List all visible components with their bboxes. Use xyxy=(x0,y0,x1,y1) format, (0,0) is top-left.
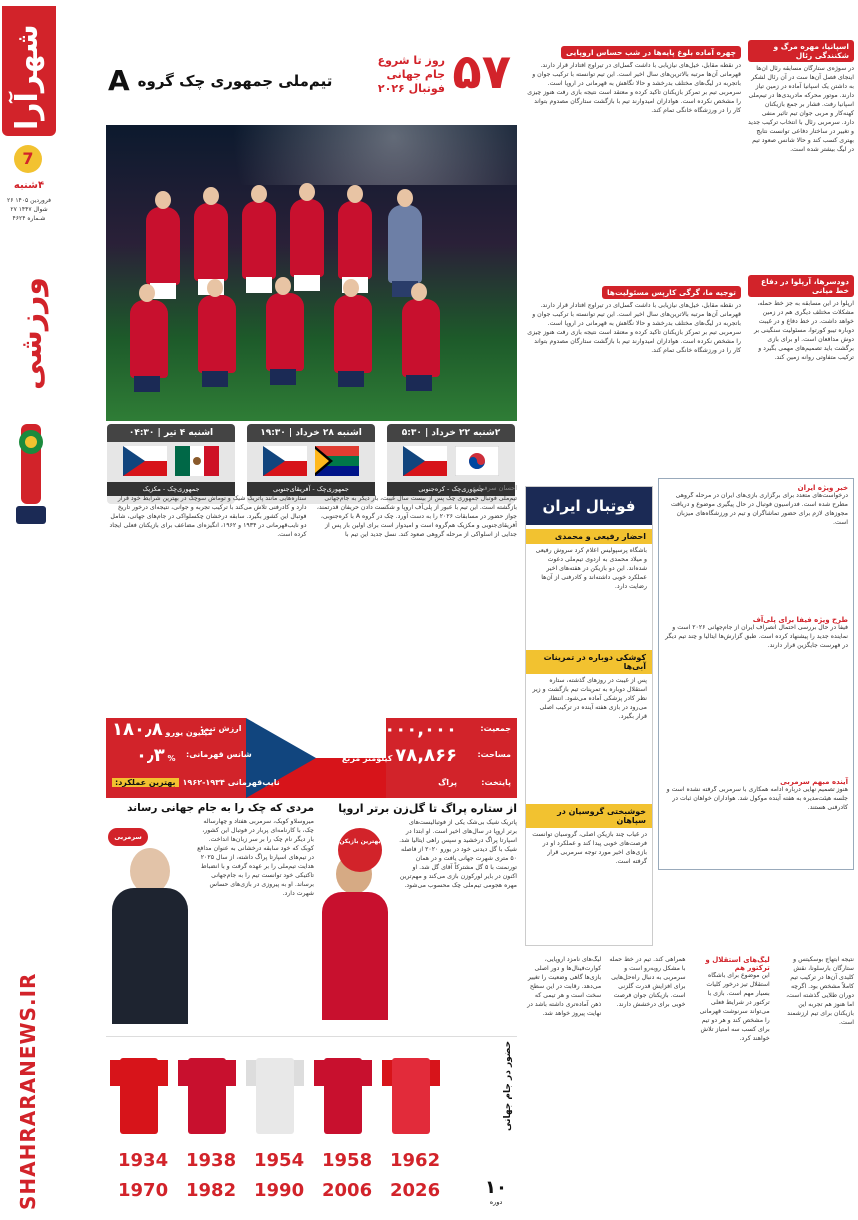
mexico-flag-icon xyxy=(175,446,219,476)
column-text: همراهی کند. تیم در خط حمله با مشکل روبه‌رو است و سرمربی به دنبال راه‌حل‌هایی برای افزایش قدرت گلزنی است. بازیکنان جوان فرصت خوبی برای درخشش دارند. xyxy=(609,956,686,1008)
paper-name: شهرآرا xyxy=(10,24,45,130)
news-title: طرح ویژه فیفا برای پلی‌آف xyxy=(752,616,848,624)
iran-football-box xyxy=(525,486,653,946)
stat-label: بهترین عملکرد: xyxy=(112,778,179,787)
box-title: دودسرها، آرپلوا در دفاع خط میانی xyxy=(748,275,854,297)
team-value xyxy=(112,719,212,740)
news-body: فیفا در حال بررسی احتمال انصراف ایران از جام‌جهانی ۲۰۲۶ است و نماینده جدید را پیشنهاد کرده است. طبق گزارش‌ها ایتالیا و چند تیم دیگر در فهرست جایگزین قرار دارند. xyxy=(665,624,848,649)
best-result xyxy=(112,778,280,787)
news-body: هنوز تصمیم نهایی درباره ادامه همکاری با سرمربی گرفته نشده است و جلسه هیئت‌مدیره به هفته آینده موکول شد. هواداران خواهان ثبات در کادرفنی هستند. xyxy=(666,786,848,811)
population-label: جمعیت: xyxy=(480,724,511,733)
news-body: درخواست‌های متعدد برای برگزاری بازی‌های ایران در مرحله گروهی مطرح شده است. فدراسیون فوتبال در حال پیگیری موضوع و دریافت مجوزهای لازم برای حضور تماشاگران و تیم در ورزشگاه‌های میزبان است. xyxy=(670,492,848,526)
south-africa-flag-icon xyxy=(315,446,359,476)
countdown-line: روز تا شروع xyxy=(377,54,445,67)
match-date: اشنبه ۴ تیر | ۰۴:۳۰ xyxy=(107,424,235,442)
coach-badge: سرمربی xyxy=(108,828,148,846)
stat-unit: کیلومتر مربع xyxy=(341,754,393,763)
world-cup-logo-icon xyxy=(6,420,56,530)
coach-article xyxy=(106,802,314,1032)
lead-article xyxy=(525,40,741,480)
area-value xyxy=(342,745,457,766)
stat-unit: نفر xyxy=(338,728,353,737)
box-title: خوشبختی گروسیان در سپاهان xyxy=(526,804,652,828)
korea-flag-icon xyxy=(455,446,499,476)
team-title: تیم‌ملی جمهوری چک گروه xyxy=(137,71,333,90)
count-label: دوره xyxy=(489,1198,503,1206)
article-body: در نقطه مقابل، خیل‌های نیازیابی با داشت گسل‌ای در تیراوج افتادار قرار دارند. قهرمانی آن‌ها مرتبه بالاترین‌های سال اخیر است. این تیم توانسته با ترکیب جوان و باتجربه در لیگ‌های مختلف بدرخشد و حالا نگاهش به قهرمانی در اروپا است. سرمربی تیم بر تمرکز بازیکنان تاکید کرده و معتقد است نتیجه بازی رفت هنوز چیزی را مشخص نکرده است. هواداران امیدوارند تیم با بازگشت ستارگان مصدوم بتواند کار را در ورزشگاه خانگی تمام کند. xyxy=(527,302,741,354)
column-text: لیگ‌های نامزد اروپایی، کوارت‌فینال‌ها و دور اصلی بازی‌ها گاهی وضعیت را تغییر می‌دهد. رقابت در این سطح سخت است و هر تیمی که ذهن آماده‌تری داشته باشد در نهایت پیروز خواهد شد. xyxy=(527,956,602,1017)
article-body: تیم‌ملی فوتبال جمهوری چک پس از بیست سال غیبت، بار دیگر به جام‌جهانی بازگشته است. این تیم با عبور از پلی‌آف اروپا و شکست دادن حریفان قدرتمند، جواز حضور در مسابقات ۲۰۲۶ را به دست آورد. چک در گروه A با کره‌جنوبی، آفریقای‌جنوبی و مکزیک هم‌گروه است و امیدوار است برای اولین بار پس از جدایی از اسلواکی از مرحله گروهی صعود کند. نسل جدید این تیم با ستاره‌هایی مانند پاتریک شیک و توماش سوچک در بهترین شرایط خود قرار دارد و کادرفنی تلاش می‌کند با ترکیب تجربه و جوانی، نتیجه‌ای درخور تاریخ فوتبال این کشور بگیرد. سابقه درخشان چکسلواکی در جام‌های جهانی، شامل دو نایب‌قهرمانی در ۱۹۳۴ و ۱۹۶۲، انگیزه‌ای مضاعف برای بازیکنان فعلی ایجاد کرده است. xyxy=(109,495,517,538)
stat-value: ۱۸۰٫۸ xyxy=(112,719,163,740)
box-title: اسپانیا، مهره مرگ و شکنندگی رئال xyxy=(748,40,854,62)
hero-header xyxy=(106,40,517,125)
article-body: در سوژه‌ی ستارگان مسابقه رئال آن‌ها اینجای فصل آن‌ها ست در آن رئال لشکر به داشتن یک اسپانیا آماده در زمین تیاز دارند. موتور محرکه مادریدی‌ها در تیم‌ملی اسپانیا رفت. فشار بر جمع بازیکنان کهنه‌کار و مربی جوان تیم تاثیر منفی دارد. سرمربی رئال با انتخاب ترکیب جدید و تغییر در ساختار دفاعی توانست نتایج بهتری کسب کند و حالا شانس صعود تیم در لیگ بیشتر شده است. xyxy=(748,65,854,153)
czech-flag-icon xyxy=(123,446,167,476)
date-line: ۲۶ فروردین ۱۴۰۵ xyxy=(6,197,52,204)
bottom-columns xyxy=(525,956,854,1214)
area-label: مساحت: xyxy=(477,750,511,759)
world-cup-year: 1954 xyxy=(254,1150,305,1171)
page-number: 7 xyxy=(14,145,42,173)
date-line: شـماره ۴۶۲۴ xyxy=(12,215,46,222)
article-body: باشگاه پرسپولیس اعلام کرد سروش رفیعی و میلاد محمدی به اردوی تیم‌ملی دعوت شده‌اند. این دو بازیکن در هفته‌های اخیر عملکرد خوبی داشته‌اند و کادرفنی از آن‌ها رضایت دارد. xyxy=(535,547,647,590)
article-body: پس از غیبت در روزهای گذشته، ستاره استقلال دوباره به تمرینات تیم بازگشت و زیر نظر کادر پزشکی آماده می‌شود. انتظار می‌رود در بازی هفته آینده در ترکیب اصلی قرار بگیرد. xyxy=(532,677,647,720)
world-cup-year: 2006 xyxy=(322,1180,373,1201)
stat-value: ۰٫۳ xyxy=(136,745,165,766)
article-body: در نقطه مقابل، خیل‌های نیازیابی با داشت گسل‌ای در تیراوج افتادار قرار دارند. قهرمانی آن‌ها مرتبه بالاترین‌های سال اخیر است. این تیم توانسته با ترکیب جوان و باتجربه در لیگ‌های مختلف بدرخشد و حالا نگاهش به قهرمانی در اروپا است. سرمربی تیم بر تمرکز بازیکنان تاکید کرده و معتقد است نتیجه بازی رفت هنوز چیزی را مشخص نکرده است. هواداران امیدوارند تیم با بازگشت ستارگان مصدوم بتواند کار را در ورزشگاه خانگی تمام کند. xyxy=(527,62,741,114)
population-value xyxy=(339,719,457,740)
world-cup-year: 1990 xyxy=(254,1180,305,1201)
masthead-logo-block xyxy=(2,6,56,136)
title-chance-label: شانس قهرمانی: xyxy=(186,750,252,759)
section-name: ورزشی xyxy=(14,276,49,390)
capital-value: پراگ xyxy=(438,778,457,787)
column-text: این موضوع برای باشگاه استقلال تیز درخور کلیات بسیار مهم است. بازی با ترکتور در شرایط فعلی می‌تواند سرنوشت قهرمانی را مشخص کند و هر دو تیم برای کسب سه امتیاز تلاش خواهند کرد. xyxy=(699,972,770,1042)
side-news-box xyxy=(658,478,854,870)
coach-photo xyxy=(106,826,192,1026)
issue-dates xyxy=(2,196,56,223)
star-badge: بهترین بازیکن xyxy=(338,828,382,872)
article-title: چهره آماده بلوغ پایه‌ها در شب حساس اروپایی xyxy=(561,46,741,59)
world-cup-year: 1958 xyxy=(322,1150,373,1171)
jerseys-count xyxy=(479,1177,513,1206)
masthead xyxy=(0,0,58,1220)
issue-day: ۴شنبه xyxy=(13,180,45,191)
article-body: در غیاب چند بازیکن اصلی، گروسیان توانست فرصت‌های خوبی پیدا کند و عملکرد او در بازی‌های اخیر مورد توجه سرمربی قرار گرفته است. xyxy=(532,831,647,865)
title-chance xyxy=(136,745,176,766)
capital-label: پایتخت: xyxy=(481,778,511,787)
match-flags xyxy=(107,446,235,476)
website-url: SHAHRARANEWS.IR xyxy=(16,972,40,1210)
article-body: آرپلوا در این مسابقه به جز خط حمله، مشکلات مختلف دیگری هم در زمین خواهد داشت. در خط دفاع و در غیبت دوباره تیبو کورتوا، مسئولیت سنگینی بر دوش مدافعان است. او برای بازی برگشت باید تصمیم‌های مهمی بگیرد و ترکیب متفاوتی روانه زمین کند. xyxy=(753,300,854,361)
column-title: لیگ‌های استقلال و ترکتور هم xyxy=(705,956,770,972)
right-column xyxy=(748,40,854,480)
czech-flag-icon xyxy=(263,446,307,476)
star-article xyxy=(318,802,517,1032)
news-title: آینده مبهم سرمربی xyxy=(780,778,848,786)
column xyxy=(694,956,770,1214)
main-article xyxy=(106,484,517,714)
world-cup-year: 1934 xyxy=(118,1150,169,1171)
article-author: احسان سرفرازی xyxy=(470,484,517,492)
jersey-icon xyxy=(110,1050,168,1134)
stat-unit: % xyxy=(167,754,176,763)
world-cup-year: 1962 xyxy=(390,1150,441,1171)
team-photo xyxy=(106,125,517,421)
czech-flag-icon xyxy=(403,446,447,476)
world-cup-year: 2026 xyxy=(390,1180,441,1201)
article-body: پاتریک شیک بی‌شک یکی از فوتبالیست‌های برتر اروپا در سال‌های اخیر است. او ابتدا در اسپارتا پراگ درخشید و سپس راهی ایتالیا شد. شیک با گل دیدنی خود در یورو ۲۰۲۰ از فاصله ۵۰ متری شهرت جهانی یافت و در همان تورنمنت با ۵ گل مشترکاً آقای گل شد. او اکنون در بایر لورکوزن بازی می‌کند و مهم‌ترین مهره هجومی تیم‌ملی چک محسوب می‌شود. xyxy=(399,819,517,889)
box-title: احضار رفیعی و محمدی xyxy=(526,529,652,544)
countdown-line: فوتبال ۲۰۲۶ xyxy=(377,81,445,95)
group-letter: A xyxy=(108,64,130,97)
team-value-label: ارزش تیم: xyxy=(200,724,242,733)
box-title: توجیه ما، گرگی کارپس مسئولیت‌ها xyxy=(602,286,741,299)
match-date: ۲شنبه ۲۲ خرداد | ۵:۳۰ xyxy=(387,424,515,442)
jerseys-title-block xyxy=(479,1041,513,1181)
section-heading: فوتبال ایران xyxy=(526,487,652,525)
star-player-photo xyxy=(318,826,394,1022)
team-stats-bar xyxy=(106,718,517,798)
stat-value: ۷۸,۸۶۶ xyxy=(395,745,457,766)
world-cup-year: 1982 xyxy=(186,1180,237,1201)
match-flags xyxy=(247,446,375,476)
match-label: جمهوری‌چک - کره‌جنوبی xyxy=(387,482,515,496)
jersey-icon xyxy=(178,1050,236,1134)
match-flags xyxy=(387,446,515,476)
match-label: جمهوری‌چک - آفریقای‌جنوبی xyxy=(247,482,375,496)
date-line: ۲۷ شوال ۱۴۴۷ xyxy=(10,206,48,213)
days-countdown-text xyxy=(378,54,445,95)
news-title: خبر ویژه ایران xyxy=(797,484,848,492)
hero-title xyxy=(108,64,332,97)
days-countdown-number: ۵۷ xyxy=(452,44,511,100)
countdown-line: جام جهانی xyxy=(386,67,445,81)
article-body: میروسلاو کوبک، سرمربی هفتاد و چهارساله چک، با کارنامه‌ای پربار در فوتبال این کشور، بار دیگر نام چک را بر سر زبان‌ها انداخت. کوبک که خود سابقه درخشانی به عنوان مدافع در تیم‌های اسپارتا پراگ داشته، از سال ۲۰۲۵ هدایت تیم‌ملی را بر عهده گرفت و با انضباط تاکتیکی خود توانست تیم را به جام‌جهانی برساند. او به پیروزی در بازی‌های حساس شهرت دارد. xyxy=(197,818,314,897)
world-cup-year: 1938 xyxy=(186,1150,237,1171)
article-title: از ستاره پراگ تا گل‌زن برتر اروپا xyxy=(338,802,517,815)
world-cup-year: 1970 xyxy=(118,1180,169,1201)
count-value: ۱۰ xyxy=(485,1177,507,1198)
stat-value: نایب‌قهرمانی ۱۹۳۴-۱۹۶۲ xyxy=(182,778,280,787)
stat-unit: میلیون یورو xyxy=(165,728,213,737)
article-title: مردی که چک را به جام جهانی رساند xyxy=(127,802,314,814)
jerseys-title: حضور در جام جهانی xyxy=(503,1041,513,1132)
jersey-icon xyxy=(314,1050,372,1134)
match-date: اشنبه ۲۸ خرداد | ۱۹:۳۰ xyxy=(247,424,375,442)
jersey-icon xyxy=(382,1050,440,1134)
jersey-icon xyxy=(246,1050,304,1134)
column-text: نتیجه ابتهاج بوسکیتس و ستارگان بارسلونا، نقش کلیدی آن‌ها در ترکیب تیم کاملاً مشخص بود. اگرچه دوران طلایی گذشته است، اما هنوز هم تجربه این بازیکنان برای تیم ارزشمند است. xyxy=(786,956,854,1026)
match-label: جمهوری‌چک - مکزیک xyxy=(107,482,235,496)
stat-value: ۱۱,۰۰۰,۰۰۰ xyxy=(355,719,457,740)
box-title: کوشکی دوباره در تمرینات آبی‌ها xyxy=(526,650,652,674)
